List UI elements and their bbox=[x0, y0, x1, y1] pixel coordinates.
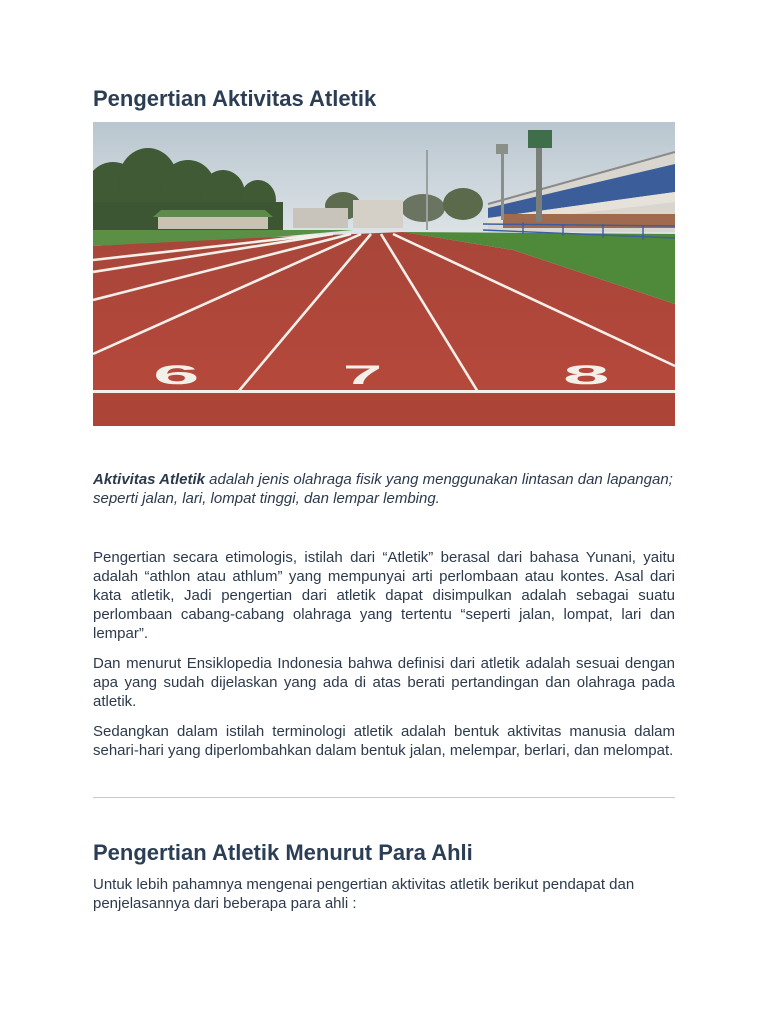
paragraph-etymology: Pengertian secara etimologis, istilah dari “Atletik” berasal dari bahasa Yunani, yaitu adalah “athlon atau athlum” yang mempunyai arti perlombaan atau kontes. Asal dari kata atletik, Jadi pengertian dari atletik dapat disimpulkan adalah sebagai suatu perlombaan cabang-cabang olahraga yang tertentu “seperti jalan, lompat, lari dan lempar”. bbox=[93, 549, 675, 642]
page-title: Pengertian Aktivitas Atletik bbox=[93, 86, 377, 111]
paragraph-encyclopedia: Dan menurut Ensiklopedia Indonesia bahwa definisi dari atletik adalah sesuai dengan apa yang sudah dijelaskan yang ada di atas berati pertandingan dan olahraga pada atletik. bbox=[93, 655, 675, 710]
intro-bold-term: Aktivitas Atletik bbox=[93, 471, 205, 488]
intro-text: adalah jenis olahraga fisik yang menggunakan lintasan dan lapangan; seperti jalan, lari, lompat tinggi, dan lempar lembing. bbox=[93, 471, 673, 507]
intro-paragraph bbox=[93, 470, 675, 508]
lane-number-6: 6 bbox=[153, 360, 200, 390]
lane-number-8: 8 bbox=[562, 360, 610, 390]
section-divider bbox=[93, 797, 675, 798]
section-intro-paragraph: Untuk lebih pahamnya mengenai pengertian aktivitas atletik berikut pendapat dan penjelasannya dari beberapa para ahli : bbox=[93, 876, 635, 912]
start-line bbox=[93, 390, 675, 393]
lane-number-7: 7 bbox=[343, 360, 383, 390]
building bbox=[158, 215, 268, 229]
paragraph-terminology: Sedangkan dalam istilah terminologi atletik adalah bentuk aktivitas manusia dalam sehari-hari yang diperlombahkan dalam bentuk jalan, melempar, berlari, dan melompat. bbox=[93, 723, 675, 759]
section-heading: Pengertian Atletik Menurut Para Ahli bbox=[93, 840, 473, 865]
hero-image-running-track bbox=[93, 122, 675, 426]
